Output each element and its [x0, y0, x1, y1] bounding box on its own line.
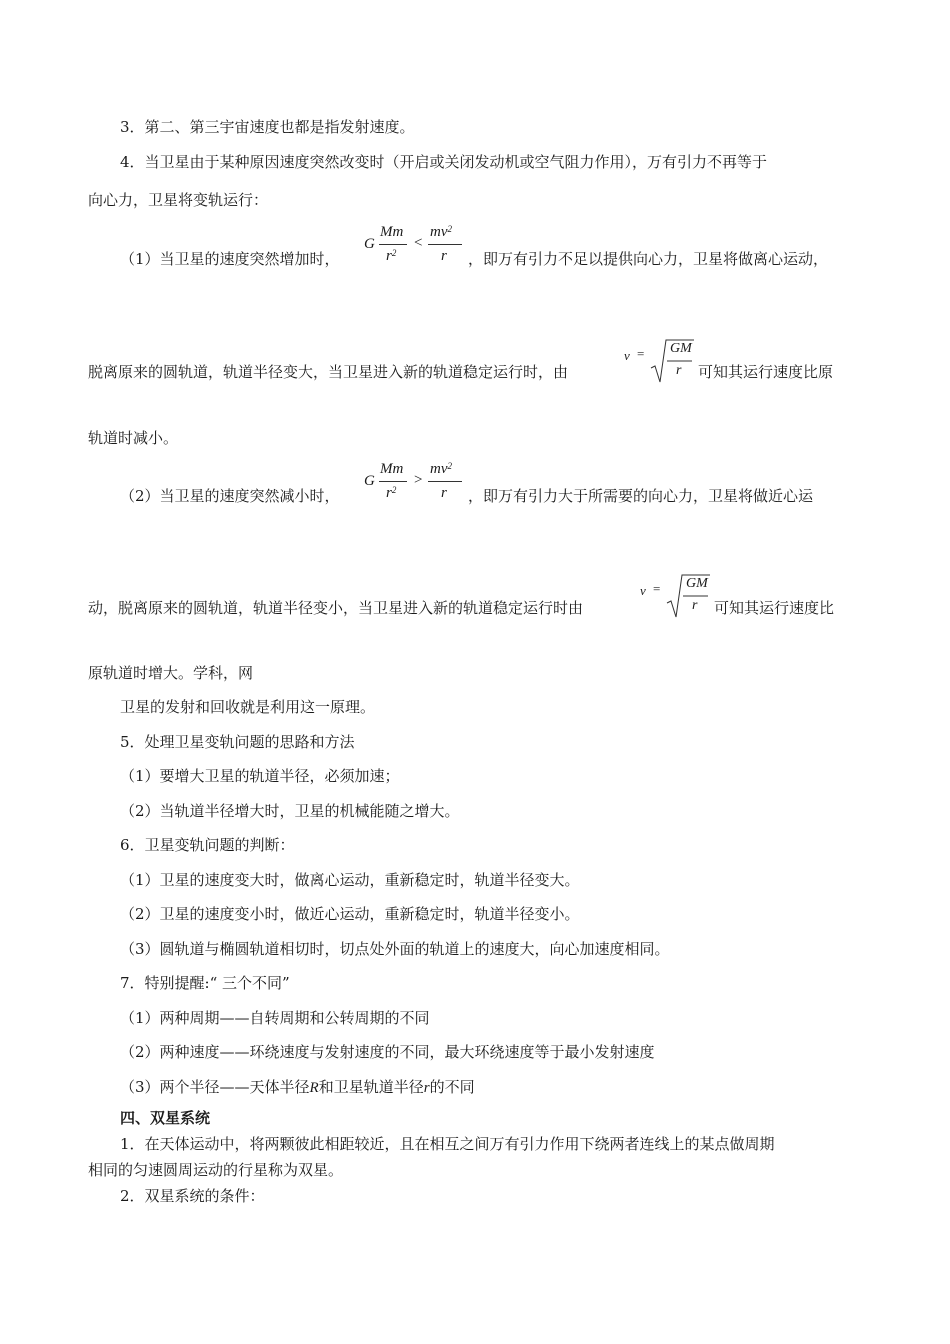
- paragraph-line: 3．第二、第三宇宙速度也都是指发射速度。: [120, 118, 415, 136]
- paragraph-line: 可知其运行速度比原: [698, 363, 834, 381]
- paragraph-line: 4．当卫星由于某种原因速度突然改变时（开启或关闭发动机或空气阻力作用），万有引力不再等于: [120, 153, 768, 171]
- paragraph-line: （1）要增大卫星的轨道半径，必须加速；: [120, 767, 400, 785]
- paragraph-line: （2）当卫星的速度突然减小时，: [120, 487, 340, 505]
- formula-operator: =: [653, 581, 661, 596]
- paragraph-line: 7．特别提醒:“ 三个不同”: [120, 974, 290, 992]
- formula-denominator: r: [386, 485, 392, 501]
- paragraph-line: （2）两种速度——环绕速度与发射速度的不同，最大环绕速度等于最小发射速度: [120, 1043, 655, 1061]
- formula-numerator: GM: [670, 341, 692, 356]
- paragraph-line: [120, 1077, 475, 1098]
- formula-denominator: r: [441, 248, 447, 264]
- formula-gravity-greater-than-centripetal: [364, 461, 468, 509]
- paragraph-line: 原轨道时增大。学科，网: [88, 664, 254, 682]
- formula-symbol: G: [364, 236, 375, 252]
- paragraph-line: 向心力，卫星将变轨运行：: [88, 191, 269, 209]
- paragraph-line: 2．双星系统的条件：: [120, 1187, 265, 1205]
- paragraph-line: 卫星的发射和回收就是利用这一原理。: [120, 698, 376, 716]
- paragraph-line: 5．处理卫星变轨问题的思路和方法: [120, 733, 355, 751]
- formula-exponent: 2: [447, 461, 452, 471]
- formula-exponent: 2: [391, 485, 397, 495]
- paragraph-line: 可知其运行速度比: [714, 599, 835, 617]
- paragraph-line: 相同的匀速圆周运动的行星称为双星。: [88, 1161, 344, 1179]
- text-run: （3）两个半径——天体半径: [120, 1078, 310, 1096]
- paragraph-line: 动，脱离原来的圆轨道，轨道半径变小，当卫星进入新的轨道稳定运行时由: [88, 599, 584, 617]
- formula-denominator: r: [676, 363, 682, 378]
- formula-operator: >: [414, 472, 423, 488]
- section-heading: 四、双星系统: [120, 1109, 211, 1127]
- formula-numerator: Mm: [380, 461, 404, 477]
- formula-denominator: r: [386, 248, 392, 264]
- formula-orbital-velocity: [640, 573, 712, 619]
- paragraph-line: 6．卫星变轨问题的判断：: [120, 836, 295, 854]
- paragraph-line: （1）两种周期——自转周期和公转周期的不同: [120, 1009, 430, 1027]
- paragraph-line: （3）圆轨道与椭圆轨道相切时，切点处外面的轨道上的速度大，向心加速度相同。: [120, 940, 670, 958]
- formula-symbol: v: [640, 583, 646, 598]
- formula-symbol: G: [364, 473, 375, 489]
- formula-operator: <: [414, 235, 423, 251]
- math-symbol: r: [423, 1080, 430, 1096]
- paragraph-line: ，即万有引力不足以提供向心力，卫星将做离心运动，: [468, 250, 829, 268]
- formula-exponent: 2: [447, 224, 452, 234]
- formula-orbital-velocity: [624, 338, 696, 384]
- paragraph-line: （1）卫星的速度变大时，做离心运动，重新稳定时，轨道半径变大。: [120, 871, 580, 889]
- formula-numerator: mv: [430, 224, 448, 240]
- formula-numerator: GM: [686, 576, 708, 591]
- formula-operator: =: [637, 346, 645, 361]
- formula-gravity-less-than-centripetal: [364, 224, 468, 272]
- text-run: 和卫星轨道半径: [318, 1078, 424, 1096]
- text-run: 的不同: [429, 1078, 475, 1096]
- paragraph-line: （2）当轨道半径增大时，卫星的机械能随之增大。: [120, 802, 460, 820]
- formula-denominator: r: [692, 598, 698, 613]
- formula-symbol: v: [624, 348, 630, 363]
- formula-denominator: r: [441, 485, 447, 501]
- paragraph-line: （1）当卫星的速度突然增加时，: [120, 250, 340, 268]
- formula-numerator: Mm: [380, 224, 404, 240]
- formula-exponent: 2: [391, 248, 397, 258]
- paragraph-line: 轨道时减小。: [88, 429, 179, 447]
- paragraph-line: 脱离原来的圆轨道，轨道半径变大，当卫星进入新的轨道稳定运行时，由: [88, 363, 569, 381]
- paragraph-line: 1．在天体运动中，将两颗彼此相距较近，且在相互之间万有引力作用下绕两者连线上的某点做周期: [120, 1135, 775, 1153]
- paragraph-line: ，即万有引力大于所需要的向心力，卫星将做近心运: [468, 487, 814, 505]
- math-symbol: R: [309, 1080, 319, 1096]
- formula-numerator: mv: [430, 461, 448, 477]
- paragraph-line: （2）卫星的速度变小时，做近心运动，重新稳定时，轨道半径变小。: [120, 905, 580, 923]
